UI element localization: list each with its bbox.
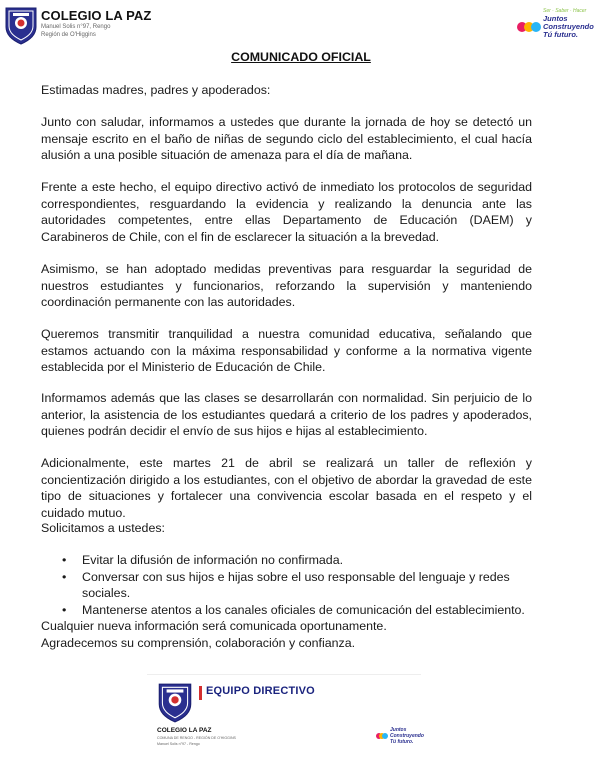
paragraph-3: Asimismo, se han adoptado medidas preventivas para resguardar la seguridad de nuestros estudiantes y funcionarios, reforzando la supervisión y manteniendo coordinación permanente con las autoridades. [41,262,532,309]
paragraph-2: Frente a este hecho, el equipo directivo activó de inmediato los protocolos de seguridad correspondientes, resguardando la evidencia y realizando la denuncia ante las autoridades competentes, entre ellas Departamento de Educación (DAEM) y Carabineros de Chile, con el fin de esclarecer la situación a la brevedad. [41,180,532,244]
closing-line-2: Agradecemos su comprensión, colaboración y confianza. [41,636,356,650]
signature-card [147,674,424,755]
slogan-logo [516,8,596,42]
footer-address: Manuel Solis n°97 - Rengo [157,742,200,746]
bullet-icon: • [62,602,67,617]
slogan-line-2: Construyendo [543,22,594,31]
list-item [62,569,542,602]
list-item-text: Evitar la difusión de información no confirmada. [82,553,344,567]
bullet-icon: • [62,553,67,567]
footer-slogan-line-2: Construyendo [390,733,424,739]
school-crest-logo [4,5,38,45]
slogan-tagline: Ser · Saber · Hacer [543,8,587,14]
address-line-1: Manuel Solis n°97, Rengo [41,24,111,30]
school-crest-logo [157,681,193,723]
list-item [62,552,542,569]
signature-team: EQUIPO DIRECTIVO [206,685,315,697]
request-list [62,552,542,618]
letterhead [0,0,602,48]
bullet-icon: • [62,569,67,584]
slogan-line-3: Tú futuro. [543,30,578,39]
paragraph-4: Queremos transmitir tranquilidad a nuestra comunidad educativa, señalando que estamos actuando con la máxima responsabilidad y conforme a la normativa vigente establecida por el Ministerio de Educación de Chile. [41,327,532,374]
slogan-emblem-icon [375,729,389,743]
paragraph-6: Adicionalmente, este martes 21 de abril se realizará un taller de reflexión y concientización dirigido a los estudiantes, con el objetivo de abordar la gravedad de este tipo de situaciones y fortalecer una convivencia escolar basada en el respeto y el cuidado mutuo. [41,456,532,520]
footer-slogan-logo [375,725,424,749]
footer-slogan-line-3: Tú futuro. [390,739,414,745]
footer-school-sub: COMUNA DE RENGO - REGIÓN DE O'HIGGINS [157,736,236,740]
list-item [62,602,542,619]
request-intro: Solicitamos a ustedes: [41,521,165,535]
document-title: COMUNICADO OFICIAL [231,50,371,64]
list-item-text: Conversar con sus hijos e hijas sobre el uso responsable del lenguaje y redes sociales. [82,569,510,600]
footer-school-name: COLEGIO LA PAZ [157,727,212,734]
paragraph-5: Informamos además que las clases se desarrollarán con normalidad. Sin perjuicio de lo anterior, la asistencia de los estudiantes quedará a criterio de los padres y apoderados, quienes podrán decidir el envío de sus hijos e hijas al establecimiento. [41,391,532,438]
slogan-line-1: Juntos [543,14,568,23]
list-item-text: Mantenerse atentos a los canales oficiales de comunicación del establecimiento. [82,602,525,617]
greeting: Estimadas madres, padres y apoderados: [41,83,271,97]
paragraph-1: Junto con saludar, informamos a ustedes que durante la jornada de hoy se detectó un mensaje escrito en el baño de niñas de segundo ciclo del establecimiento, el cual hacía alusión a una posible situación de amenaza para el día de mañana. [41,115,532,162]
slogan-emblem-icon [516,16,542,38]
accent-bar [199,686,202,700]
address-line-2: Región de O'Higgins [41,32,96,38]
school-name: COLEGIO LA PAZ [41,8,152,23]
closing-line-1: Cualquier nueva información será comunicada oportunamente. [41,619,387,633]
footer-slogan-line-1: Juntos [390,727,407,733]
school-address [41,23,110,39]
